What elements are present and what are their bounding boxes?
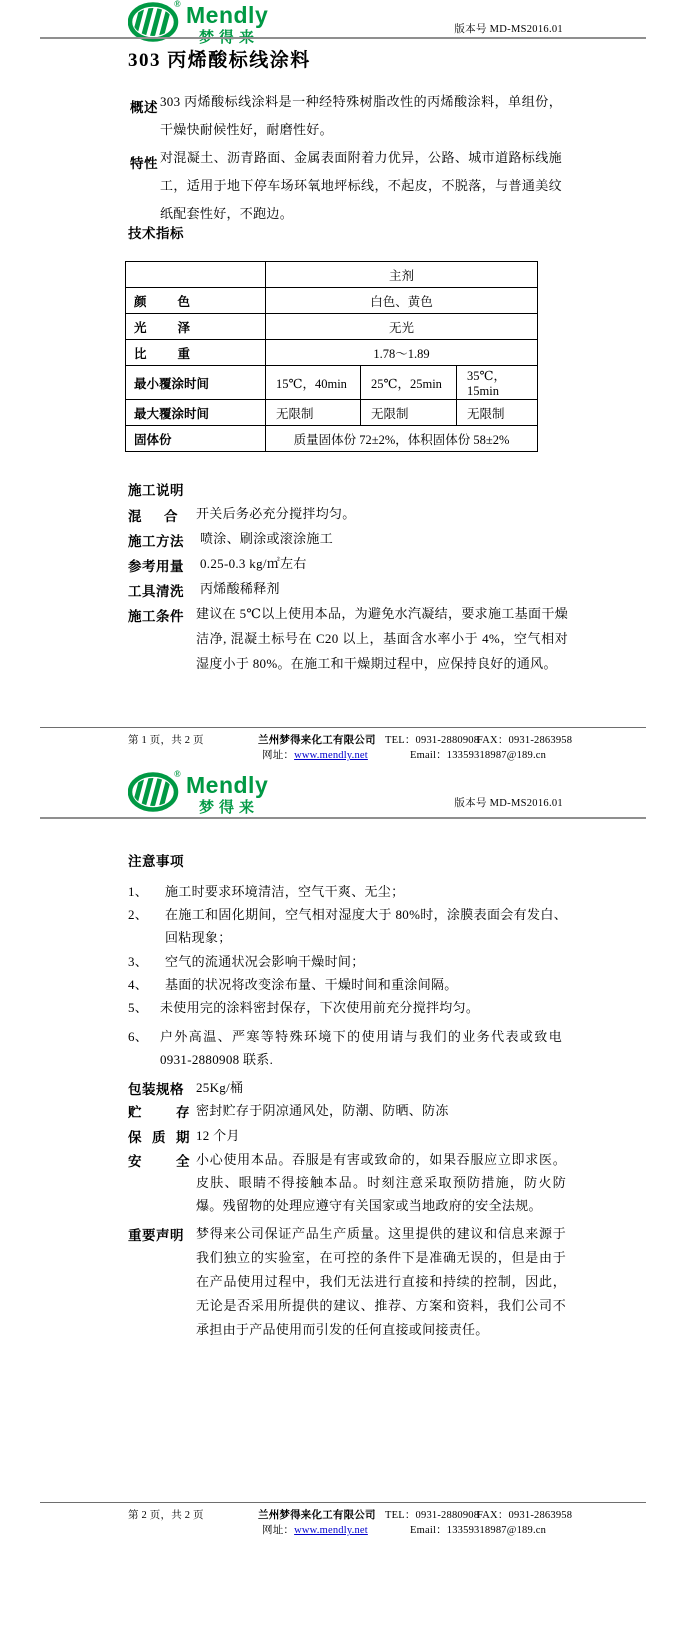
recoat-min-35c: 35℃，15min	[457, 366, 538, 400]
tool-clean-text: 丙烯酸稀释剂	[200, 581, 280, 596]
footer-fax: FAX：0931-2863958	[477, 1510, 573, 1521]
gravity-value: 1.78～1.89	[266, 340, 538, 366]
mendly-logo-icon	[128, 772, 180, 812]
registered-trademark-icon: ®	[174, 0, 181, 9]
website-link[interactable]: www.mendly.net	[294, 1525, 368, 1536]
mixing-text: 开关后务必充分搅拌均匀。	[196, 506, 356, 521]
table-row	[126, 314, 538, 340]
safety-label: 安 全	[128, 1154, 190, 1169]
company-logo	[128, 2, 318, 46]
recoat-min-15c: 15℃，40min	[266, 366, 361, 400]
notes-heading: 注意事项	[128, 854, 184, 869]
shelf-life-text: 12 个月	[196, 1128, 240, 1143]
website-link[interactable]: www.mendly.net	[294, 750, 368, 761]
table-row	[126, 262, 538, 288]
header-divider	[40, 37, 646, 39]
packing-label: 包装规格	[128, 1082, 184, 1097]
shelf-life-label: 保 质 期	[128, 1130, 190, 1145]
footer-email: Email：13359318987@189.cn	[410, 1525, 547, 1536]
note-text: 户外高温、严寒等特殊环境下的使用请与我们的业务代表或致电 0931-2880908 联系.	[160, 1029, 562, 1067]
gloss-label: 光 泽	[134, 320, 190, 335]
condition-text: 建议在 5℃以上使用本品，为避免水汽凝结，要求施工基面干燥洁净, 混凝土标号在 C20 以上，基面含水率小于 4%，空气相对湿度小于 80%。在施工和干燥期过程中，应保持良好的通风。	[196, 606, 568, 671]
brand-name-cn: 梦得来	[199, 30, 260, 46]
tech-spec-heading: 技术指标	[128, 226, 184, 241]
color-label: 颜 色	[134, 294, 190, 309]
brand-name-en: Mendly	[186, 772, 269, 798]
note-num: 2、	[128, 907, 149, 922]
dosage-label: 参考用量	[128, 559, 184, 574]
note-text: 未使用完的涂料密封保存，下次使用前充分搅拌均匀。	[160, 1000, 480, 1015]
brand-name-en: Mendly	[186, 2, 269, 28]
recoat-max-15c: 无限制	[266, 400, 361, 426]
recoat-max-35c: 无限制	[457, 400, 538, 426]
note-num: 5、	[128, 1000, 149, 1015]
mendly-logo-icon	[128, 2, 180, 42]
note-num: 1、	[128, 884, 149, 899]
page-number: 第 2 页，共 2 页	[128, 1510, 204, 1521]
recoat-max-label: 最大覆涂时间	[126, 400, 266, 426]
tech-spec-table	[125, 261, 538, 452]
recoat-max-25c: 无限制	[361, 400, 457, 426]
main-agent-header: 主剂	[266, 262, 538, 288]
company-name: 兰州梦得来化工有限公司	[258, 1510, 376, 1521]
table-row	[126, 340, 538, 366]
footer-web	[262, 1522, 368, 1537]
footer-divider	[40, 727, 646, 728]
table-row	[126, 426, 538, 452]
solids-value: 质量固体份 72±2%，体积固体份 58±2%	[266, 426, 538, 452]
solids-label: 固体份	[126, 426, 266, 452]
web-label: 网址：	[262, 1525, 295, 1536]
page-number: 第 1 页，共 2 页	[128, 735, 204, 746]
version-number: 版本号 MD-MS2016.01	[454, 798, 563, 809]
table-row	[126, 366, 538, 400]
footer-fax: FAX：0931-2863958	[477, 735, 573, 746]
note-num: 4、	[128, 977, 149, 992]
brand-name-cn: 梦得来	[199, 800, 260, 816]
dosage-text: 0.25-0.3 kg/㎡左右	[200, 556, 307, 571]
version-number: 版本号 MD-MS2016.01	[454, 24, 563, 35]
note-text: 施工时要求环境清洁，空气干爽、无尘；	[165, 884, 405, 899]
condition-label: 施工条件	[128, 609, 184, 624]
feature-label: 特性	[130, 156, 158, 171]
registered-trademark-icon: ®	[174, 769, 181, 779]
footer-tel: TEL：0931-2880908	[385, 735, 480, 746]
note-num: 6、	[128, 1029, 149, 1044]
gravity-label: 比 重	[134, 346, 190, 361]
web-label: 网址：	[262, 750, 295, 761]
tool-clean-label: 工具清洗	[128, 584, 184, 599]
note-text: 基面的状况将改变涂布量、干燥时间和重涂间隔。	[165, 977, 458, 992]
footer-divider	[40, 1502, 646, 1503]
header-divider	[40, 817, 646, 819]
note-text: 在施工和固化期间，空气相对湿度大于 80%时，涂膜表面会有发白、回粘现象；	[165, 907, 567, 945]
gloss-value: 无光	[266, 314, 538, 340]
storage-text: 密封贮存于阴凉通风处，防潮、防晒、防冻	[196, 1103, 449, 1118]
note-text: 空气的流通状况会影响干燥时间；	[165, 954, 365, 969]
construction-heading: 施工说明	[128, 483, 184, 498]
disclaimer-text: 梦得来公司保证产品生产质量。这里提供的建议和信息来源于我们独立的实验室，在可控的条件下是准确无误的，但是由于在产品使用过程中，我们无法进行直接和持续的控制，因此，无论是否采用所提供的建议、推荐、方案和资料，我们公司不承担由于产品使用而引发的任何直接或间接责任。	[196, 1226, 566, 1337]
company-name: 兰州梦得来化工有限公司	[258, 735, 376, 746]
overview-label: 概述	[130, 100, 158, 115]
feature-text: 对混凝土、沥青路面、金属表面附着力优异，公路、城市道路标线施工，适用于地下停车场环氧地坪标线，不起皮，不脱落，与普通美纹纸配套性好，不跑边。	[160, 150, 562, 221]
color-value: 白色、黄色	[266, 288, 538, 314]
mixing-label: 混 合	[128, 509, 178, 524]
table-row	[126, 288, 538, 314]
recoat-min-label: 最小覆涂时间	[126, 366, 266, 400]
disclaimer-label: 重要声明	[128, 1228, 184, 1243]
packing-text: 25Kg/桶	[196, 1080, 244, 1095]
footer-web	[262, 747, 368, 762]
table-row	[126, 400, 538, 426]
method-label: 施工方法	[128, 534, 184, 549]
method-text: 喷涂、刷涂或滚涂施工	[200, 531, 334, 546]
company-logo	[128, 769, 318, 816]
note-num: 3、	[128, 954, 149, 969]
footer-email: Email：13359318987@189.cn	[410, 750, 547, 761]
page-title: 303 丙烯酸标线涂料	[128, 50, 311, 71]
recoat-min-25c: 25℃，25min	[361, 366, 457, 400]
overview-text: 303 丙烯酸标线涂料是一种经特殊树脂改性的丙烯酸涂料，单组份，干燥快耐候性好，耐磨性好。	[160, 94, 562, 137]
safety-text: 小心使用本品。吞服是有害或致命的，如果吞服应立即求医。皮肤、眼睛不得接触本品。时刻注意采取预防措施，防火防爆。残留物的处理应遵守有关国家或当地政府的安全法规。	[196, 1152, 566, 1213]
storage-label: 贮 存	[128, 1105, 190, 1120]
footer-tel: TEL：0931-2880908	[385, 1510, 480, 1521]
